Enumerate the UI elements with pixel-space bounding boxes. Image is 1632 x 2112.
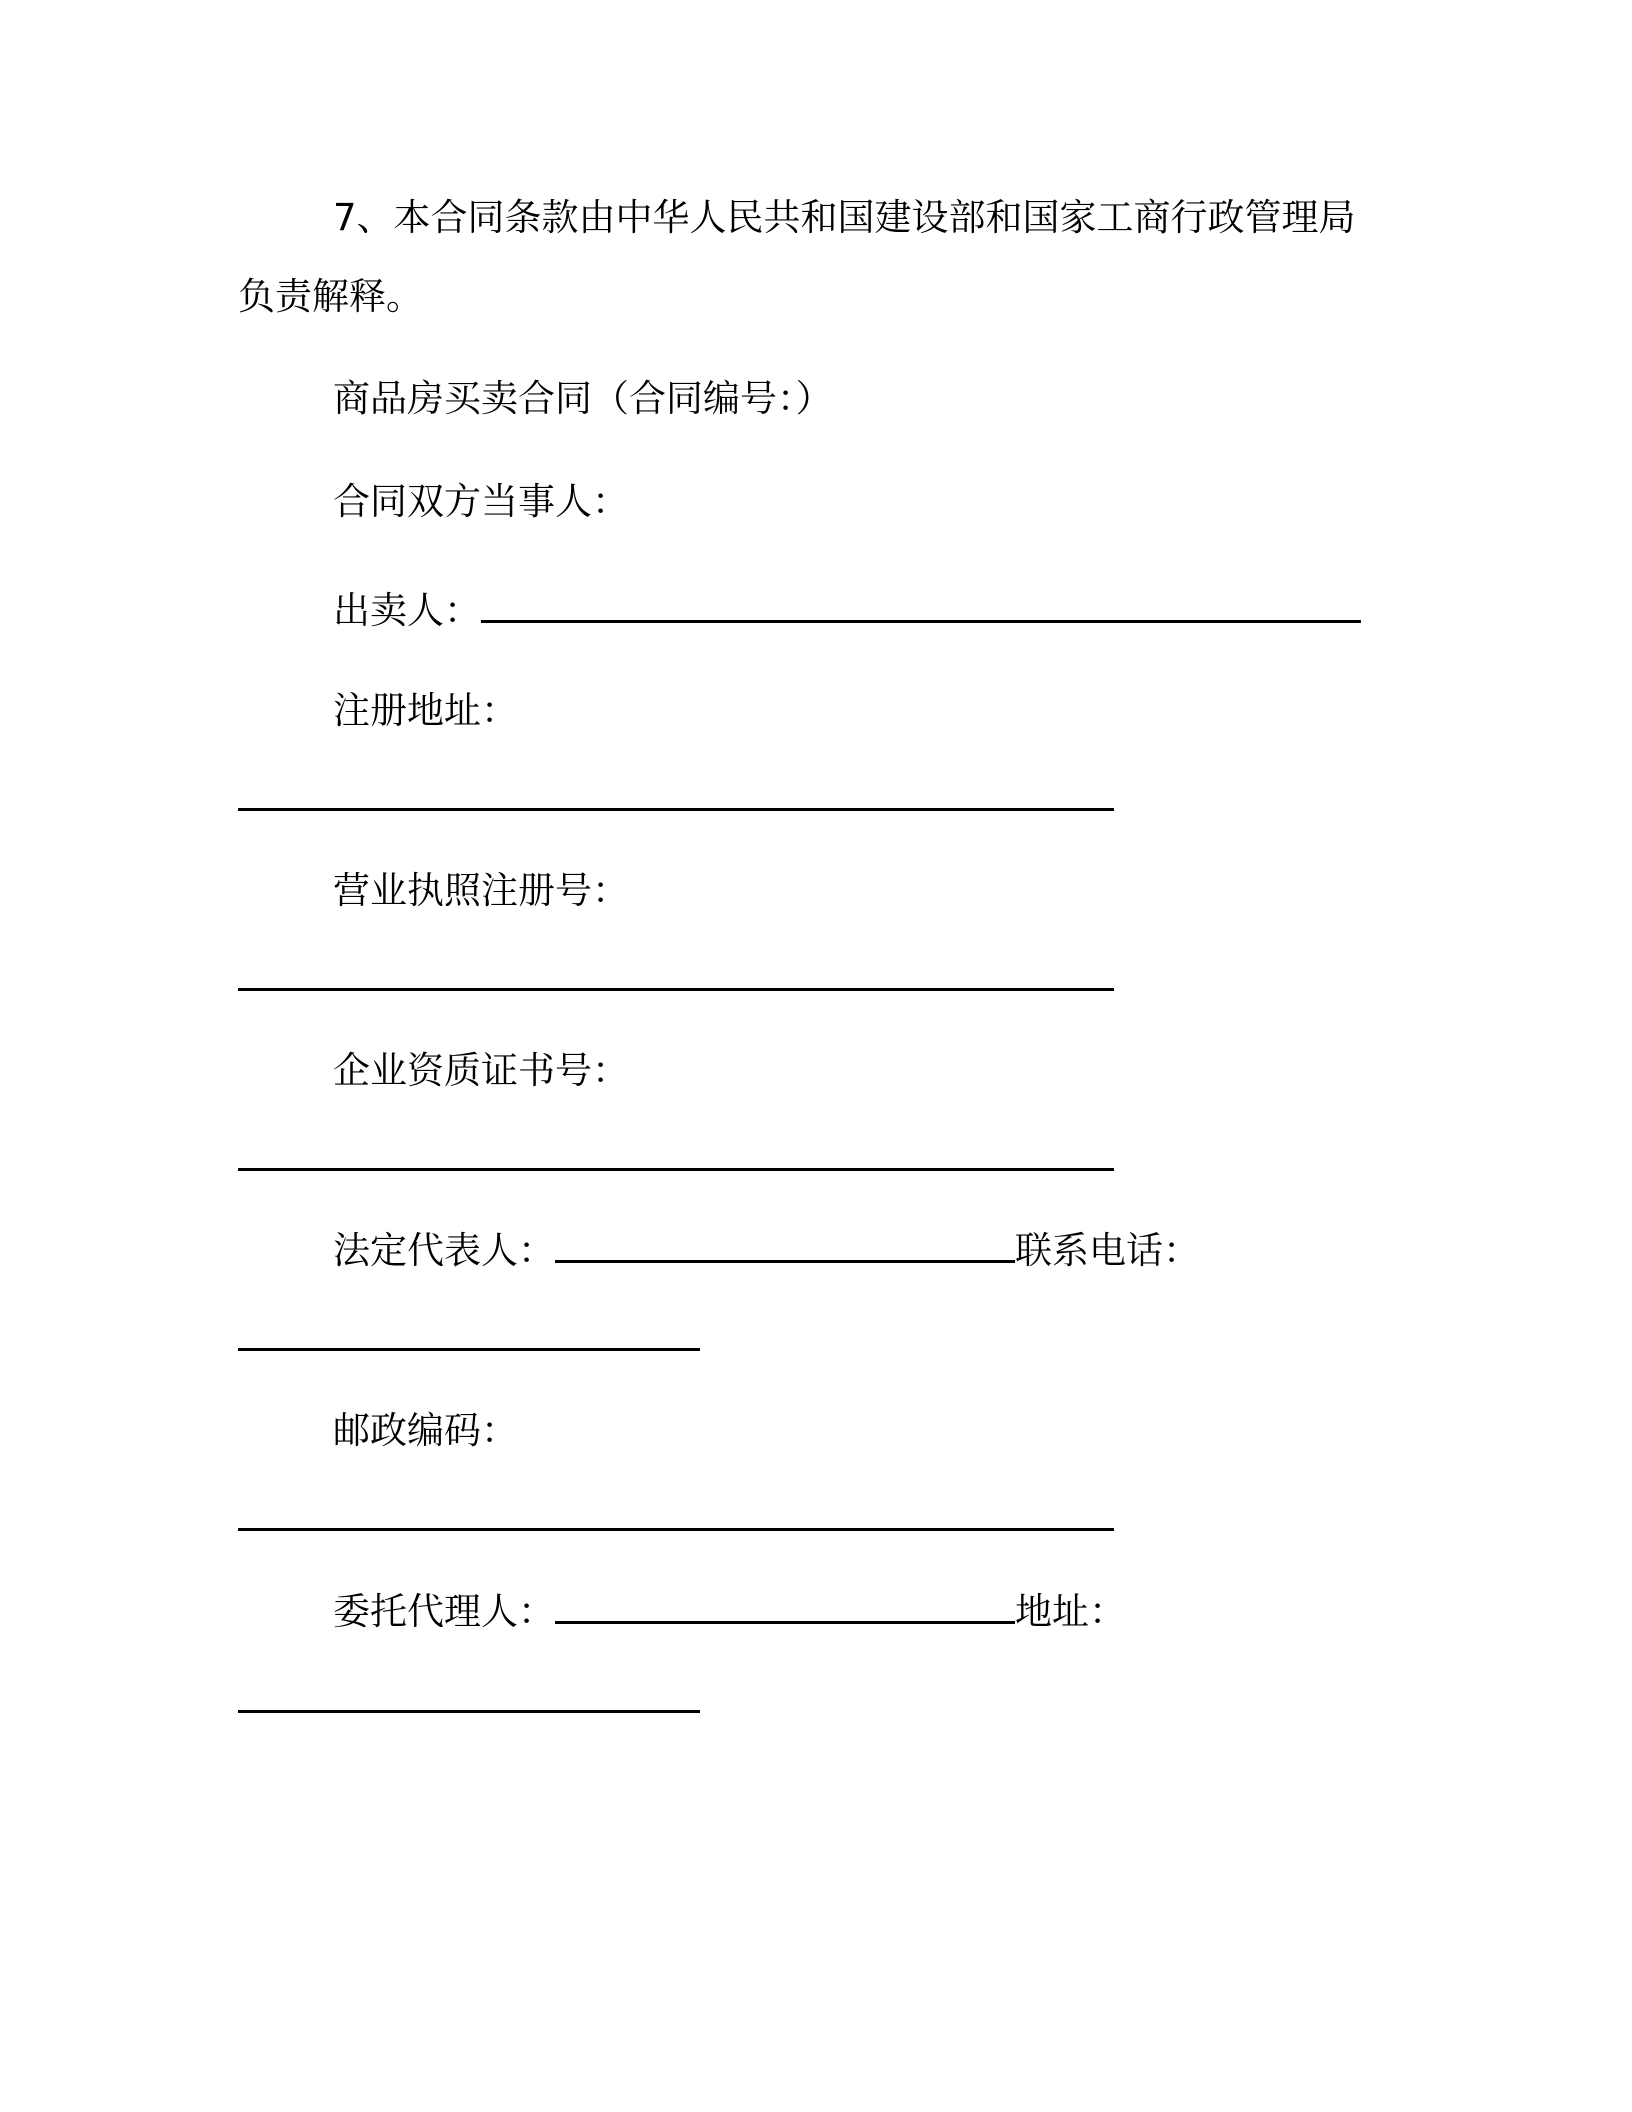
clause-7-line-2: 负责解释。	[238, 275, 423, 318]
seller-row	[333, 586, 1361, 636]
address-label: 地址：	[1015, 1590, 1126, 1633]
legal-rep-blank-line[interactable]	[555, 1226, 1015, 1263]
business-license-label: 营业执照注册号：	[333, 869, 629, 912]
postal-code-blank-line[interactable]	[238, 1528, 1114, 1531]
agent-blank-line[interactable]	[555, 1587, 1015, 1624]
business-license-blank-line[interactable]	[238, 988, 1114, 991]
legal-rep-row	[333, 1226, 1200, 1276]
contract-title: 商品房买卖合同（合同编号：）	[333, 377, 833, 420]
phone-label: 联系电话：	[1015, 1229, 1200, 1272]
seller-blank-line[interactable]	[481, 586, 1361, 623]
parties-heading: 合同双方当事人：	[333, 480, 629, 523]
seller-label: 出卖人：	[333, 589, 481, 632]
address-blank-line[interactable]	[238, 1710, 700, 1713]
registered-address-blank-line[interactable]	[238, 808, 1114, 811]
qualification-cert-blank-line[interactable]	[238, 1168, 1114, 1171]
registered-address-label: 注册地址：	[333, 689, 518, 732]
legal-rep-label: 法定代表人：	[333, 1229, 555, 1272]
qualification-cert-label: 企业资质证书号：	[333, 1049, 629, 1092]
agent-label: 委托代理人：	[333, 1590, 555, 1633]
phone-blank-line[interactable]	[238, 1348, 700, 1351]
postal-code-label: 邮政编码：	[333, 1409, 518, 1452]
clause-7-line-1: 7、本合同条款由中华人民共和国建设部和国家工商行政管理局	[333, 196, 1356, 239]
agent-row	[333, 1587, 1126, 1637]
